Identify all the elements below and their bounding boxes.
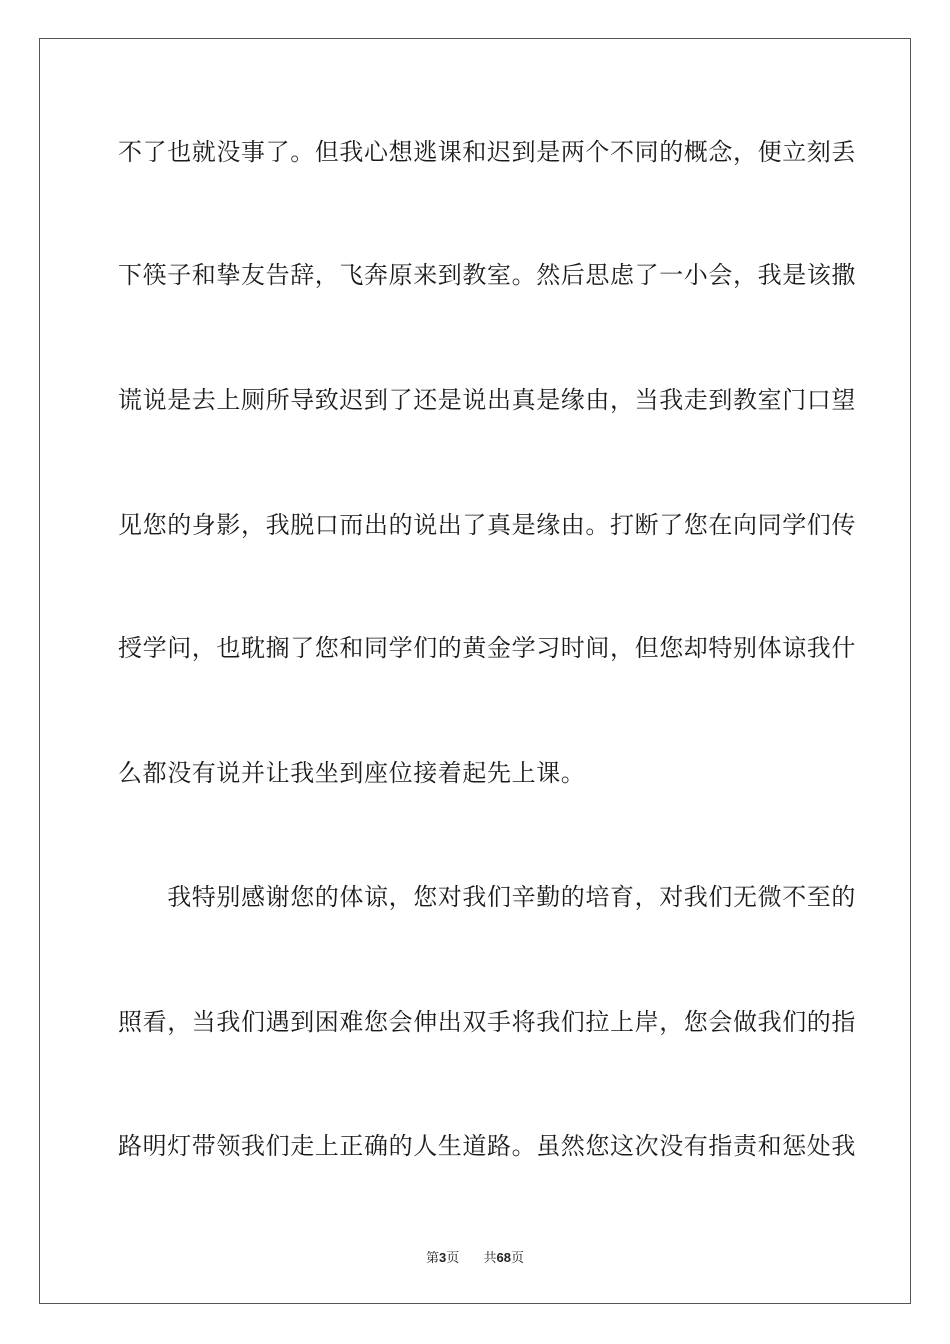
text-line: 么都没有说并让我坐到座位接着起先上课。 <box>118 759 586 787</box>
text-line: 照看，当我们遇到困难您会伸出双手将我们拉上岸，您会做我们的指 <box>118 1008 856 1036</box>
page-number: 3 <box>438 1250 447 1265</box>
page-border <box>39 38 911 1304</box>
total-prefix: 共 <box>483 1251 497 1266</box>
page-footer <box>0 1247 950 1266</box>
page-suffix: 页 <box>446 1251 460 1266</box>
text-line: 谎说是去上厕所导致迟到了还是说出真是缘由，当我走到教室门口望 <box>118 386 856 414</box>
total-suffix: 页 <box>511 1251 525 1266</box>
text-line: 路明灯带领我们走上正确的人生道路。虽然您这次没有指责和惩处我 <box>118 1132 856 1160</box>
text-line: 下筷子和挚友告辞，飞奔原来到教室。然后思虑了一小会，我是该撒 <box>118 261 856 289</box>
text-line: 授学问，也耽搁了您和同学们的黄金学习时间，但您却特别体谅我什 <box>118 634 856 662</box>
text-line: 不了也就没事了。但我心想逃课和迟到是两个不同的概念，便立刻丢 <box>118 138 856 166</box>
text-line: 见您的身影，我脱口而出的说出了真是缘由。打断了您在向同学们传 <box>118 511 856 539</box>
page-prefix: 第 <box>425 1251 439 1266</box>
total-pages: 68 <box>496 1250 511 1265</box>
text-line: 我特别感谢您的体谅，您对我们辛勤的培育，对我们无微不至的 <box>118 883 856 911</box>
